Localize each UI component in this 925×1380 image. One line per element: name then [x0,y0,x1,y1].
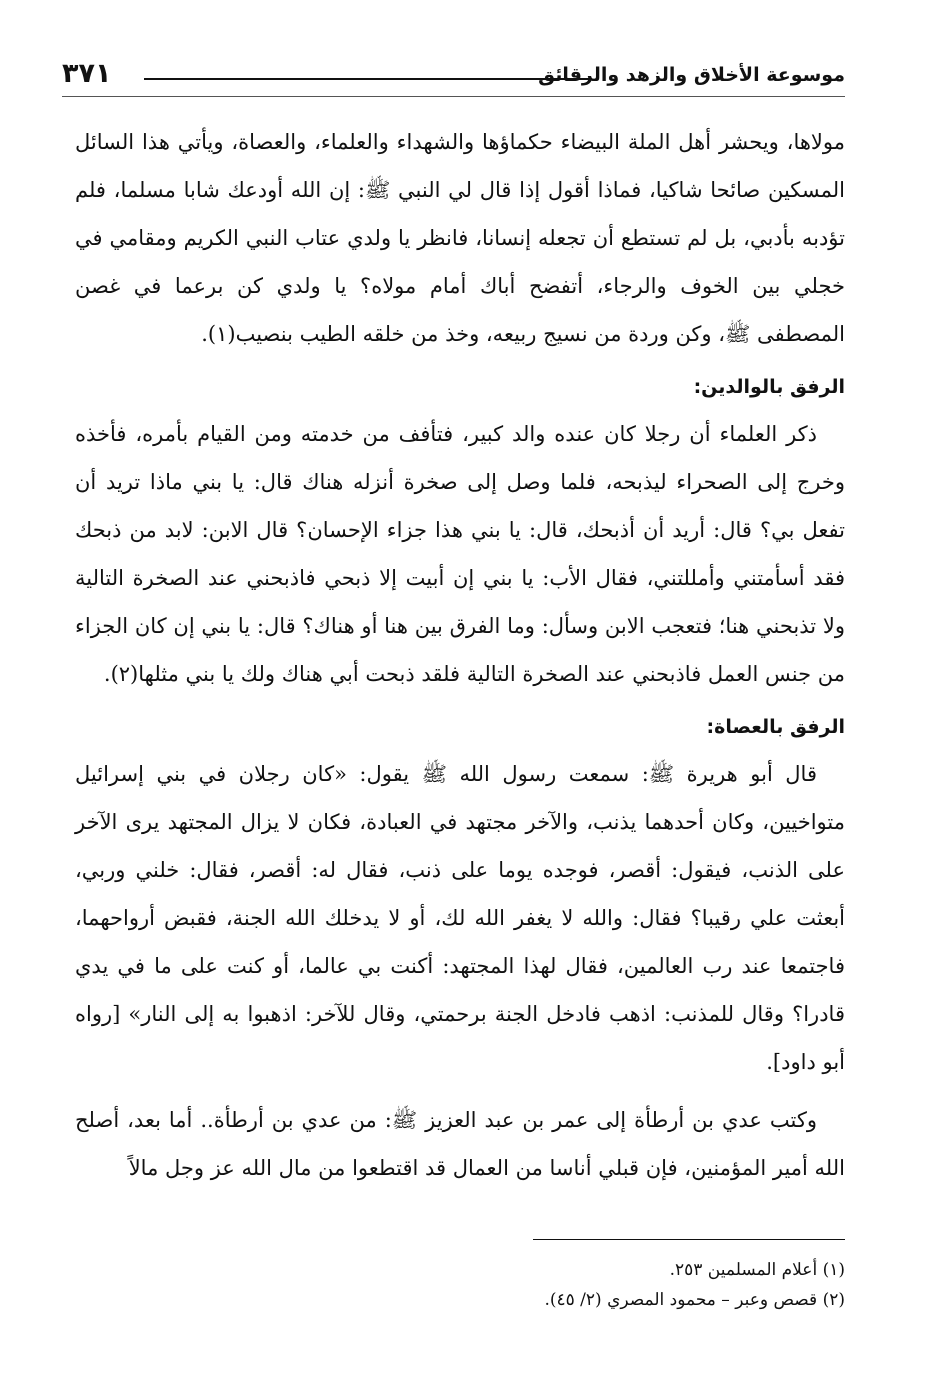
paragraph-gap [75,1086,845,1096]
header-rule [144,78,590,80]
footnote-1: (١) أعلام المسلمين ٢٥٣. [669,1260,845,1280]
footnotes [75,1255,845,1315]
page-number: ٣٧١ [62,58,112,89]
page-body [75,118,845,1192]
footnote-rule [533,1239,845,1240]
footnote-2: (٢) قصص وعبر – محمود المصري (٢/ ٤٥). [544,1290,845,1310]
paragraph-hadith: قال أبو هريرة ﷺ: سمعت رسول الله ﷺ يقول: «كان رجلان في بني إسرائيل متواخيين، وكان أحدهما يذنب، والآخر مجتهد في العبادة، فكان لا يزال المجتهد يرى الآخر على الذنب، فيقول: أقصر، فوجده يوما على ذنب، فقال له: أقصر، فقال: خلني وربي، أبعثت علي رقيبا؟ فقال: والله لا يغفر الله لك، أو لا يدخلك الله الجنة، فقبض أرواحهما، فاجتمعا عند رب العالمين، فقال لهذا المجتهد: أكنت بي عالما، أو كنت على ما في يدي قادرا؟ وقال للمذنب: اذهب فادخل الجنة برحمتي، وقال للآخر: اذهبوا به إلى النار» [رواه أبو داود]. [75,762,845,1074]
header-underline [62,96,845,97]
page-header [62,58,845,98]
heading-kindness-to-sinners: الرفق بالعصاة: [706,716,845,738]
paragraph-letter: وكتب عدي بن أرطأة إلى عمر بن عبد العزيز ﷺ: من عدي بن أرطأة.. أما بعد، أصلح الله أمير المؤمنين، فإن قبلي أناسا من العمال قد اقتطعوا من مال الله عز وجل مالاً [75,1108,845,1180]
book-title: موسوعة الأخلاق والزهد والرقائق [538,64,845,86]
paragraph-intro: مولاها، ويحشر أهل الملة البيضاء حكماؤها والشهداء والعلماء، والعصاة، ويأتي هذا السائل المسكين صائحا شاكيا، فماذا أقول إذا قال لي النبي ﷺ: إن الله أودعك شابا مسلما، فلم تؤدبه بأدبي، بل لم تستطع أن تجعله إنسانا، فانظر يا ولدي عتاب النبي الكريم ومقامي في خجلي بين الخوف والرجاء، أتفضح أباك أمام مولاه؟ يا ولدي كن برعما في غصن المصطفى ﷺ، وكن وردة من نسيج ربيعه، وخذ من خلقه الطيب بنصيب(١). [75,130,845,346]
heading-kindness-to-parents: الرفق بالوالدين: [693,376,845,398]
paragraph-parents-story: ذكر العلماء أن رجلا كان عنده والد كبير، فتأفف من خدمته ومن القيام بأمره، فأخذه وخرج إلى الصحراء ليذبحه، فلما وصل إلى صخرة أنزله هناك قال: يا بني ماذا تريد أن تفعل بي؟ قال: أريد أن أذبحك، قال: يا بني هذا جزاء الإحسان؟ قال الابن: لابد من ذبحك فقد أسأمتني وأمللتني، فقال الأب: يا بني إن أبيت إلا ذبحي فاذبحني عند الصخرة التالية ولا تذبحني هنا؛ فتعجب الابن وسأل: وما الفرق بين هنا أو هناك؟ قال: يا بني إن كان الجزاء من جنس العمل فاذبحني عند الصخرة التالية فلقد ذبحت أبي هناك ولك يا بني مثلها(٢). [75,422,845,686]
